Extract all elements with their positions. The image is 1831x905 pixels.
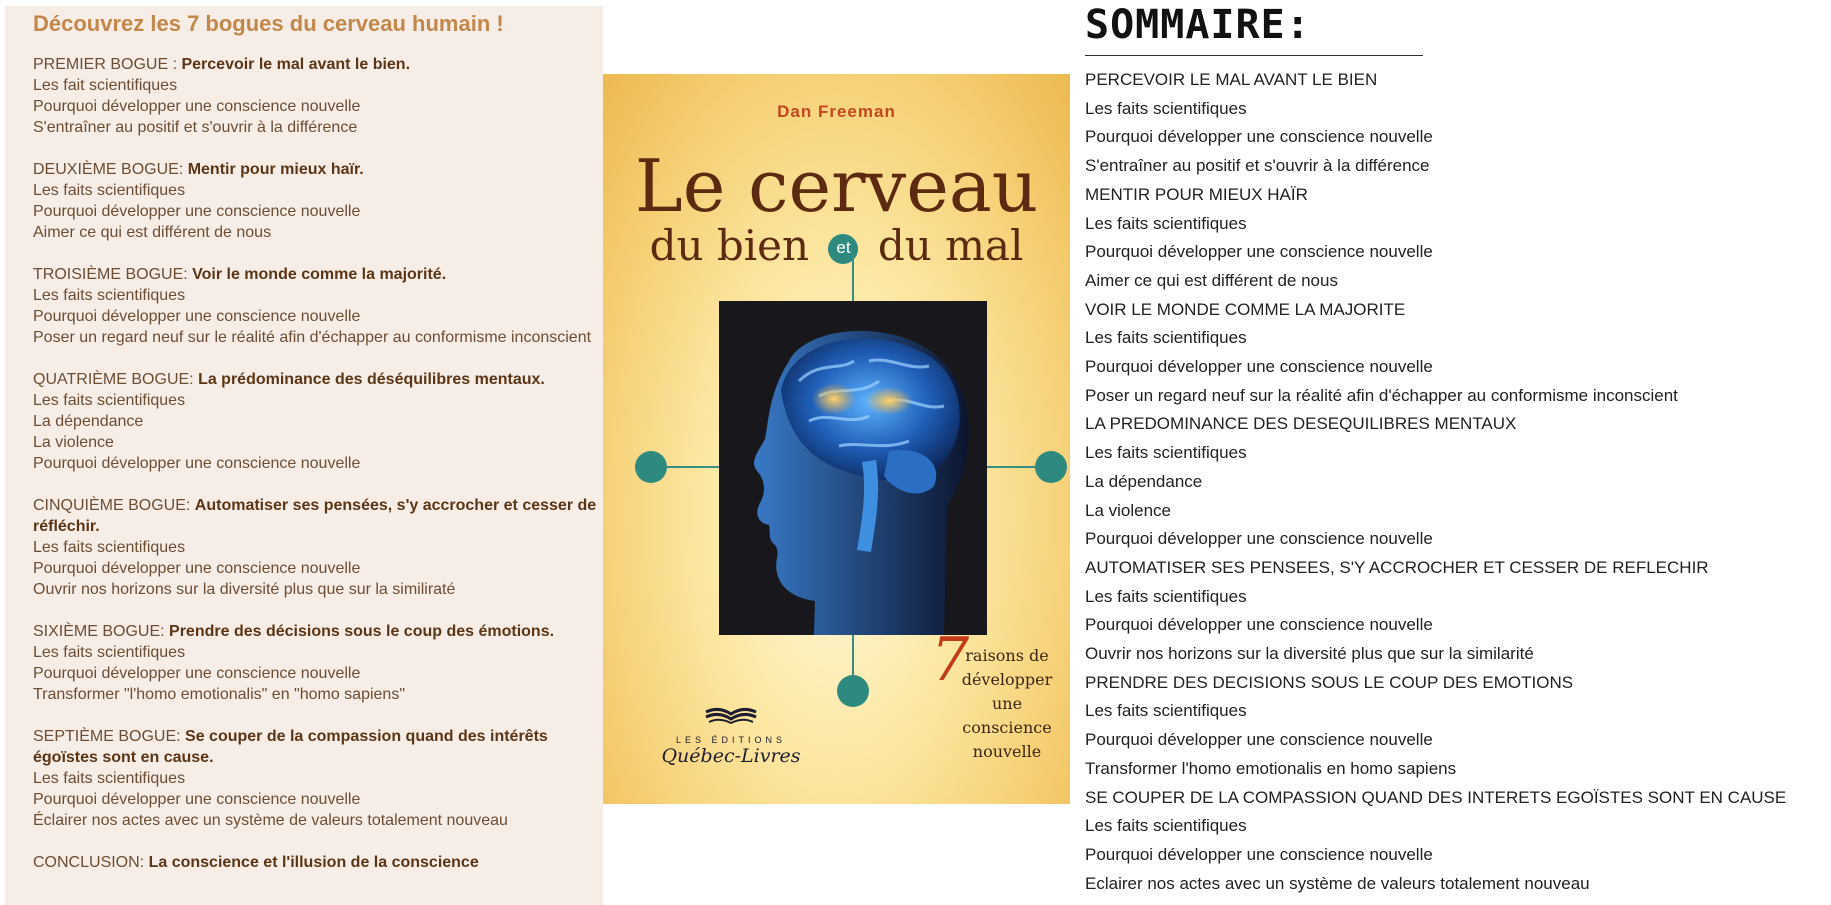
sommaire-item: Pourquoi développer une conscience nouvelle <box>1085 615 1433 635</box>
bogue-highlight: Prendre des décisions sous le coup des émotions. <box>169 623 555 640</box>
sommaire-item: Les faits scientifiques <box>1085 701 1247 721</box>
cover-title: Le cerveau <box>634 144 1039 228</box>
bogue-section <box>33 621 603 705</box>
sommaire-item: Transformer l'homo emotionalis en homo sapiens <box>1085 758 1457 778</box>
bogues-title: Découvrez les 7 bogues du cerveau humain ! <box>33 11 504 36</box>
sommaire-item: Les faits scientifiques <box>1085 328 1247 348</box>
bogue-line: Éclairer nos actes avec un système de valeurs totalement nouveau <box>33 812 508 829</box>
bogue-highlight: La conscience et l'illusion de la conscience <box>148 854 479 871</box>
cover-et-badge: et <box>828 234 858 264</box>
bogue-line: Ouvrir nos horizons sur la diversité plus que sur la similiraté <box>33 581 456 598</box>
cover-seven-line3: une conscience <box>962 694 1052 737</box>
bogue-line: Pourquoi développer une conscience nouvelle <box>33 203 361 220</box>
cover-seven-reasons <box>931 625 1063 764</box>
cover-dot-bottom <box>837 675 869 707</box>
bogue-label: QUATRIÈME BOGUE: <box>33 371 199 388</box>
sommaire-item: La dépendance <box>1085 471 1203 491</box>
bogue-label: SIXIÈME BOGUE: <box>33 623 170 640</box>
sommaire-item: S'entraîner au positif et s'ouvrir à la différence <box>1085 156 1430 176</box>
bogue-line: La dépendance <box>33 413 144 430</box>
bogue-line: Les faits scientifiques <box>33 392 186 409</box>
bogue-section <box>33 264 603 348</box>
brain-head-icon <box>719 301 987 635</box>
bogue-line: Pourquoi développer une conscience nouvelle <box>33 98 361 115</box>
sommaire-item: SE COUPER DE LA COMPASSION QUAND DES INTERETS EGOÏSTES SONT EN CAUSE <box>1085 787 1787 807</box>
bogue-highlight: La prédominance des déséquilibres mentaux. <box>198 371 545 388</box>
bogue-heading <box>33 852 603 873</box>
publisher-name: Québec-Livres <box>661 745 801 767</box>
sommaire-item: LA PREDOMINANCE DES DESEQUILIBRES MENTAUX <box>1085 414 1517 434</box>
sommaire-item: Les faits scientifiques <box>1085 98 1247 118</box>
book-icon <box>701 706 761 726</box>
bogue-section <box>33 495 603 600</box>
bogue-line: Poser un regard neuf sur le réalité afin d'échapper au conformisme inconscient <box>33 329 592 346</box>
bogue-label: TROISIÈME BOGUE: <box>33 266 193 283</box>
bogue-section <box>33 852 603 873</box>
cover-seven-number: 7 <box>931 625 970 695</box>
sommaire-item: Pourquoi développer une conscience nouvelle <box>1085 844 1433 864</box>
bogue-label: CONCLUSION: <box>33 854 149 871</box>
sommaire-item: Les faits scientifiques <box>1085 586 1247 606</box>
bogue-line: S'entraîner au positif et s'ouvrir à la différence <box>33 119 358 136</box>
cover-dot-left <box>635 451 667 483</box>
bogue-highlight: Automatiser ses pensées, s'y accrocher et cesser de réfléchir. <box>33 497 597 535</box>
cover-subtitle <box>603 220 1070 272</box>
sommaire-item: PRENDRE DES DECISIONS SOUS LE COUP DES EMOTIONS <box>1085 672 1574 692</box>
bogue-label: CINQUIÈME BOGUE: <box>33 497 195 514</box>
brain-illustration <box>719 301 987 635</box>
sommaire-item: Ouvrir nos horizons sur la diversité plus que sur la similarité <box>1085 644 1534 664</box>
cover-seven-line1: raisons de <box>965 646 1049 665</box>
bogue-highlight: Voir le monde comme la majorité. <box>192 266 447 283</box>
bogue-section <box>33 54 603 138</box>
bogue-heading <box>33 495 603 537</box>
bogue-line: Pourquoi développer une conscience nouvelle <box>33 791 361 808</box>
bogue-line: Les faits scientifiques <box>33 182 186 199</box>
bogue-line: Les fait scientifiques <box>33 77 178 94</box>
sommaire-item: Pourquoi développer une conscience nouvelle <box>1085 127 1433 147</box>
bogue-heading <box>33 621 603 642</box>
publisher-logo <box>651 706 811 767</box>
bogue-heading <box>33 369 603 390</box>
sommaire-item: PERCEVOIR LE MAL AVANT LE BIEN <box>1085 70 1378 89</box>
sommaire-item: MENTIR POUR MIEUX HAÏR <box>1085 184 1308 204</box>
cover-subtitle-a: du bien <box>649 221 810 270</box>
bogue-heading <box>33 726 603 768</box>
cover-line-top <box>852 254 854 302</box>
bogue-section <box>33 159 603 243</box>
sommaire-item: VOIR LE MONDE COMME LA MAJORITE <box>1085 299 1406 319</box>
bogue-line: Les faits scientifiques <box>33 539 186 556</box>
bogues-panel <box>5 6 603 905</box>
sommaire-item: Les faits scientifiques <box>1085 443 1247 463</box>
cover-seven-line4: nouvelle <box>972 742 1042 761</box>
bogue-label: PREMIER BOGUE : <box>33 56 182 73</box>
sommaire-item: Poser un regard neuf sur la réalité afin d'échapper au conformisme inconscient <box>1085 385 1678 405</box>
bogue-highlight: Mentir pour mieux haïr. <box>187 161 364 178</box>
bogue-line: Transformer "l'homo emotionalis" en "homo sapiens" <box>33 686 406 703</box>
cover-line-bottom <box>852 635 854 675</box>
bogue-highlight: Se couper de la compassion quand des intérêts égoïstes sont en cause. <box>33 728 548 766</box>
bogue-line: Les faits scientifiques <box>33 644 186 661</box>
publisher-les: LES ÉDITIONS <box>675 735 786 745</box>
cover-dot-right <box>1035 451 1067 483</box>
bogue-list <box>33 54 603 873</box>
sommaire-item: Pourquoi développer une conscience nouvelle <box>1085 529 1433 549</box>
book-cover <box>603 74 1070 804</box>
bogue-section <box>33 726 603 831</box>
sommaire-item: Eclairer nos actes avec un système de valeurs totalement nouveau <box>1085 873 1590 893</box>
sommaire-item: Les faits scientifiques <box>1085 816 1247 836</box>
bogue-line: Aimer ce qui est différent de nous <box>33 224 272 241</box>
bogue-line: Pourquoi développer une conscience nouvelle <box>33 308 361 325</box>
bogue-heading <box>33 264 603 285</box>
sommaire-title: SOMMAIRE: <box>1085 2 1311 48</box>
bogue-label: SEPTIÈME BOGUE: <box>33 728 186 745</box>
sommaire-item: AUTOMATISER SES PENSEES, S'Y ACCROCHER ET CESSER DE REFLECHIR <box>1085 557 1709 577</box>
bogue-line: Les faits scientifiques <box>33 287 186 304</box>
bogue-highlight: Percevoir le mal avant le bien. <box>181 56 411 73</box>
bogue-line: Pourquoi développer une conscience nouvelle <box>33 560 361 577</box>
cover-author: Dan Freeman <box>777 102 896 121</box>
bogue-line: Les faits scientifiques <box>33 770 186 787</box>
sommaire-list <box>1085 66 1786 898</box>
cover-subtitle-b: du mal <box>877 221 1024 270</box>
sommaire-item: La violence <box>1085 500 1172 520</box>
bogue-heading <box>33 159 603 180</box>
bogue-label: DEUXIÈME BOGUE: <box>33 161 188 178</box>
sommaire-item: Aimer ce qui est différent de nous <box>1085 270 1338 290</box>
sommaire-item: Pourquoi développer une conscience nouvelle <box>1085 242 1433 262</box>
sommaire-item: Les faits scientifiques <box>1085 213 1247 233</box>
bogue-line: Pourquoi développer une conscience nouvelle <box>33 455 361 472</box>
sommaire-item: Pourquoi développer une conscience nouvelle <box>1085 730 1433 750</box>
bogue-line: La violence <box>33 434 114 451</box>
bogue-heading <box>33 54 603 75</box>
bogue-section <box>33 369 603 474</box>
cover-seven-line2: développer <box>961 670 1053 689</box>
sommaire-item: Pourquoi développer une conscience nouvelle <box>1085 357 1433 377</box>
bogue-line: Pourquoi développer une conscience nouvelle <box>33 665 361 682</box>
sommaire-divider <box>1085 55 1423 56</box>
